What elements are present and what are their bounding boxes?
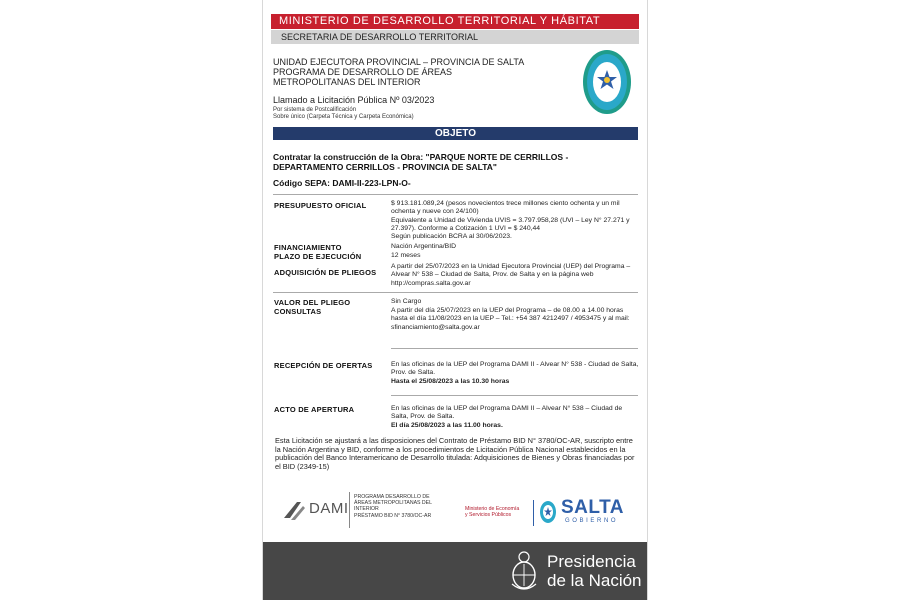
price-value: Sin Cargo: [391, 298, 422, 305]
financing-value: Nación Argentina/BID: [391, 243, 456, 250]
sponsor-logos: [273, 486, 638, 536]
budget-bcra: Según publicación BCRA al 30/06/2023.: [391, 233, 512, 241]
budget-value: [391, 200, 639, 241]
logo-divider: [349, 492, 350, 528]
unit-line-2: PROGRAMA DE DESARROLLO DE ÁREAS: [273, 67, 453, 77]
secretariat-banner: SECRETARIA DE DESARROLLO TERRITORIAL: [271, 30, 639, 44]
advertisement-page: [262, 0, 648, 600]
inquiries-label: CONSULTAS: [274, 307, 322, 316]
divider: [273, 292, 638, 293]
objeto-header: OBJETO: [273, 127, 638, 140]
financing-label: FINANCIAMIENTO: [274, 243, 342, 252]
divider: [273, 194, 638, 195]
dami-mark-icon: [281, 498, 307, 524]
sepa-code: Código SEPA: DAMI-II-223-LPN-O-: [273, 178, 411, 188]
tender-method-line-2: Sobre único (Carpeta Técnica y Carpeta Económica): [273, 114, 414, 120]
national-coat-of-arms-icon: [508, 550, 540, 592]
unit-line-1: UNIDAD EJECUTORA PROVINCIAL – PROVINCIA DE SALTA: [273, 57, 525, 67]
salta-logo-text: SALTA: [561, 497, 625, 518]
opening-place: En las oficinas de la UEP del Programa DAMI II – Alvear N° 538 – Ciudad de Salta, Prov. de Salta.: [391, 405, 623, 421]
term-value: 12 meses: [391, 252, 421, 259]
tender-method-line-1: Por sistema de Postcalificación: [273, 107, 357, 113]
ministry-economy-line-1: Ministerio de Economía: [465, 506, 520, 512]
unit-line-3: METROPOLITANAS DEL INTERIOR: [273, 77, 421, 87]
budget-uvi: Equivalente a Unidad de Vivienda UVIS = 3.797.958,28 (UVI – Ley N° 27.271 y 27.397). Conforme a Cotización 1 UVI = $ 240,44: [391, 216, 630, 232]
presidencia-text: [547, 552, 642, 590]
ministry-economy-line-2: y Servicios Públicos: [465, 512, 512, 518]
tender-call-title: Llamado a Licitación Pública Nº 03/2023: [273, 95, 435, 105]
ministry-banner: MINISTERIO DE DESARROLLO TERRITORIAL Y HÁBITAT: [271, 14, 639, 29]
dami-logo-text: DAMI: [309, 500, 349, 517]
salta-star-icon: [539, 500, 557, 524]
presidencia-line-1: Presidencia: [547, 552, 636, 571]
price-label: VALOR DEL PLIEGO: [274, 298, 351, 307]
budget-label: PRESUPUESTO OFICIAL: [274, 201, 367, 210]
dami-program-text: [354, 494, 432, 519]
divider: [391, 395, 638, 396]
ministry-economy-text: [465, 506, 519, 518]
presidencia-band: [263, 542, 647, 600]
offers-value: [391, 361, 639, 386]
dami-program-line-4: PRÉSTAMO BID N° 3780/OC-AR: [354, 512, 432, 519]
bid-note: Esta Licitación se ajustará a las disposiciones del Contrato de Préstamo BID N° 3780/OC-AR, suscripto entre la Nación Argentina y BID, conforme a los procedimientos de Licitación Pública Nacional establecidos en la publicación del Banco Interamericano de Desarrollo titulada: Adquisiciones de Bienes y Obras financiadas por el BID (2349-15): [275, 436, 635, 471]
salta-gobierno-text: GOBIERNO: [565, 518, 619, 524]
offers-label: RECEPCIÓN DE OFERTAS: [274, 361, 373, 370]
opening-label: ACTO DE APERTURA: [274, 405, 355, 414]
executing-unit-block: [273, 57, 524, 87]
acquisition-label: ADQUISICIÓN DE PLIEGOS: [274, 268, 377, 277]
presidencia-line-2: de la Nación: [547, 571, 642, 590]
budget-amount: $ 913.181.089,24 (pesos novecientos trece millones ciento ochenta y un mil ochenta y nueve con 24/100): [391, 200, 620, 216]
dami-program-line-2: ÁREAS METROPOLITANAS DEL: [354, 500, 433, 507]
dami-program-line-1: PROGRAMA DESARROLLO DE: [354, 494, 430, 500]
tender-method-note: [273, 107, 414, 121]
offers-place: En las oficinas de la UEP del Programa DAMI II - Alvear N° 538 - Ciudad de Salta, Prov. de Salta.: [391, 361, 639, 377]
salta-emblem-logo: [581, 48, 633, 116]
term-label: PLAZO DE EJECUCIÓN: [274, 252, 362, 261]
offers-deadline: Hasta el 25/08/2023 a las 10.30 horas: [391, 377, 510, 385]
inquiries-value: A partir del día 25/07/2023 en la UEP del Programa – de 08.00 a 14.00 horas hasta el día 11/08/2023 en la UEP – Tel.: +54 387 4212497 / 4953475 y al mail: sfinanciamiento@salta.gov.ar: [391, 307, 630, 331]
project-description: Contratar la construcción de la Obra: "PARQUE NORTE DE CERRILLOS - DEPARTAMENTO CERRILLOS - PROVINCIA DE SALTA": [273, 152, 569, 172]
divider: [391, 348, 638, 349]
opening-date: El día 25/08/2023 a las 11.00 horas.: [391, 421, 503, 429]
dami-program-line-3: INTERIOR: [354, 506, 379, 513]
acquisition-value: A partir del 25/07/2023 en la Unidad Ejecutora Provincial (UEP) del Programa – Alvear N° 538 – Ciudad de Salta, Prov. de Salta y en la página web http://compras.salta.gov.ar: [391, 263, 631, 287]
logo-divider: [533, 500, 534, 526]
opening-value: [391, 405, 639, 430]
